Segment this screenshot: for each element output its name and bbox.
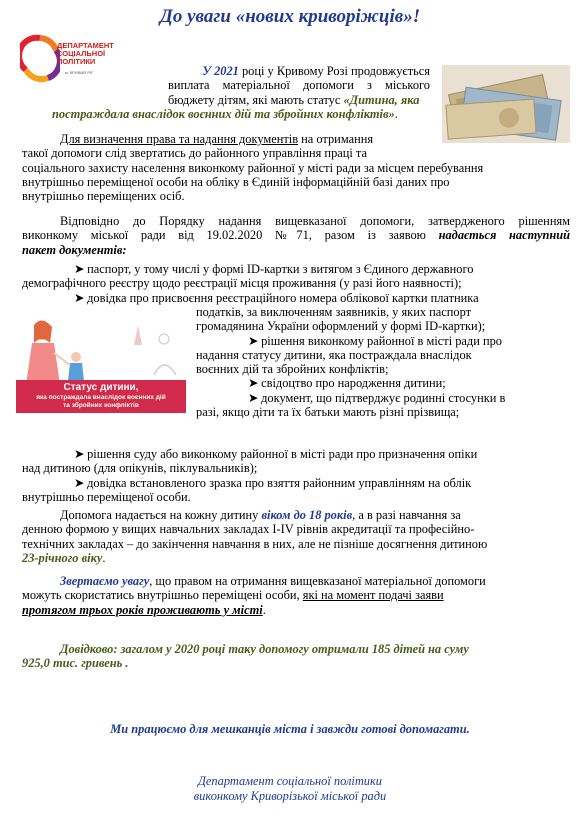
procedure-paragraph: Відповідно до Порядку надання вищевказаної допомоги, затвердженого рішенням виконкому міської ради від 19.02.2020 №71, разом із заявою надається наступний пакет документів: xyxy=(22,214,570,257)
logo-city: м. КРИВИЙ РІГ xyxy=(65,70,94,75)
family-illustration xyxy=(14,315,189,435)
slogan: Ми працюємо для мешканців міста і завжди готові допомагати. xyxy=(110,722,470,736)
status-line: постраждала внаслідок воєнних дій та збройних конфліктів». xyxy=(52,107,398,121)
list-item: ➤ довідка встановленого зразка про взяття районним управлінням на облік xyxy=(74,475,472,490)
chevron-right-icon: ➤ xyxy=(74,290,85,305)
age-paragraph: Допомога надається на кожну дитину віком до 18 років, а в разі навчання за денною формою у вищих навчальних закладах І-ІV рівнів акредитації та професійно- технічних закладах – до закінчення навчання в них, але не пізніше досягнення дитиною 23-річного віку. xyxy=(22,508,488,565)
list-item: ➤ довідка про присвоєння реєстраційного номера облікової картки платника xyxy=(74,290,479,305)
list-item: ➤ свідоцтво про народження дитини; xyxy=(248,376,446,391)
year-highlight: У 2021 xyxy=(202,64,239,78)
chevron-right-icon: ➤ xyxy=(248,390,259,405)
chevron-right-icon: ➤ xyxy=(74,447,85,461)
page-title: До уваги «нових криворіжців»! xyxy=(159,6,421,27)
status-badge: Статус дитини, яка постраждала внаслідок воєнних дій та збройних конфліктів xyxy=(16,380,186,413)
logo-emblem-icon xyxy=(20,30,60,88)
list-item-continued: податків, за виключенням заявників, у яких паспорт громадянина України оформлений у формі ID-картки); ➤ рішення виконкому районної в місті ради про надання статусу дитини, яка постраждала внаслідок воєнних дій та збройних конфліктів; ➤ свідоцтво про народження дитини; ➤ документ, що підтверджує родинні стосунки в разі, якщо діти та їх батьки мають різні прізвища; xyxy=(196,305,570,419)
logo-text: ДЕПАРТАМЕНТ СОЦІАЛЬНОЇ ПОЛІТИКИ xyxy=(57,41,114,66)
chevron-right-icon: ➤ xyxy=(74,262,85,276)
department-logo xyxy=(20,30,115,88)
list-item: ➤ паспорт, у тому числі у формі ID-картки з витягом з Єдиного державного xyxy=(74,262,474,276)
intro-paragraph: У 2021 році у Кривому Розі продовжується виплата матеріальної допомоги з міського бюджету дітям, які мають статус «Дитина, яка xyxy=(168,64,430,107)
reference-paragraph: Довідково: загалом у 2020 році таку допомогу отримали 185 дітей на суму 925,0 тис. гривень . xyxy=(22,642,469,671)
document-list-end: ➤ рішення суду або виконкому районної в місті ради про призначення опіки над дитиною (для опікунів, піклувальників); ➤ довідка встановленого зразка про взяття районним управлінням на облік внутрішньо переміщеної особи. xyxy=(22,447,570,504)
document-list: ➤ паспорт, у тому числі у формі ID-картки з витягом з Єдиного державного демографічного реєстру щодо реєстрації місця проживання (у разі його наявності); ➤ довідка про присвоєння реєстраційного номера облікової картки платника xyxy=(22,262,570,305)
list-item: ➤ рішення виконкому районної в місті ради про xyxy=(248,333,502,348)
signature: Департамент соціальної політики виконкому Криворізької міської ради xyxy=(193,774,387,803)
chevron-right-icon: ➤ xyxy=(248,333,259,348)
eligibility-paragraph: Для визначення права та надання документів на отримання такої допомоги слід звертатись до районного управління праці та соціального захисту населення виконкому районної у місті ради за місцем перебування внутрішньо переміщеної особи на обліку в Єдиній інформаційній базі даних про внутрішньо переміщених осіб. xyxy=(22,132,484,204)
chevron-right-icon: ➤ xyxy=(248,376,259,391)
list-item: ➤ документ, що підтверджує родинні стосунки в xyxy=(248,390,506,405)
list-item: ➤ рішення суду або виконкому районної в місті ради про призначення опіки xyxy=(74,447,478,461)
notice-paragraph: Звертаємо увагу, що правом на отримання вищевказаної матеріальної допомоги можуть скористатись внутрішньо переміщені особи, які на момент подачі заяви протягом трьох років проживають у місті. xyxy=(22,574,486,617)
chevron-right-icon: ➤ xyxy=(74,475,85,490)
